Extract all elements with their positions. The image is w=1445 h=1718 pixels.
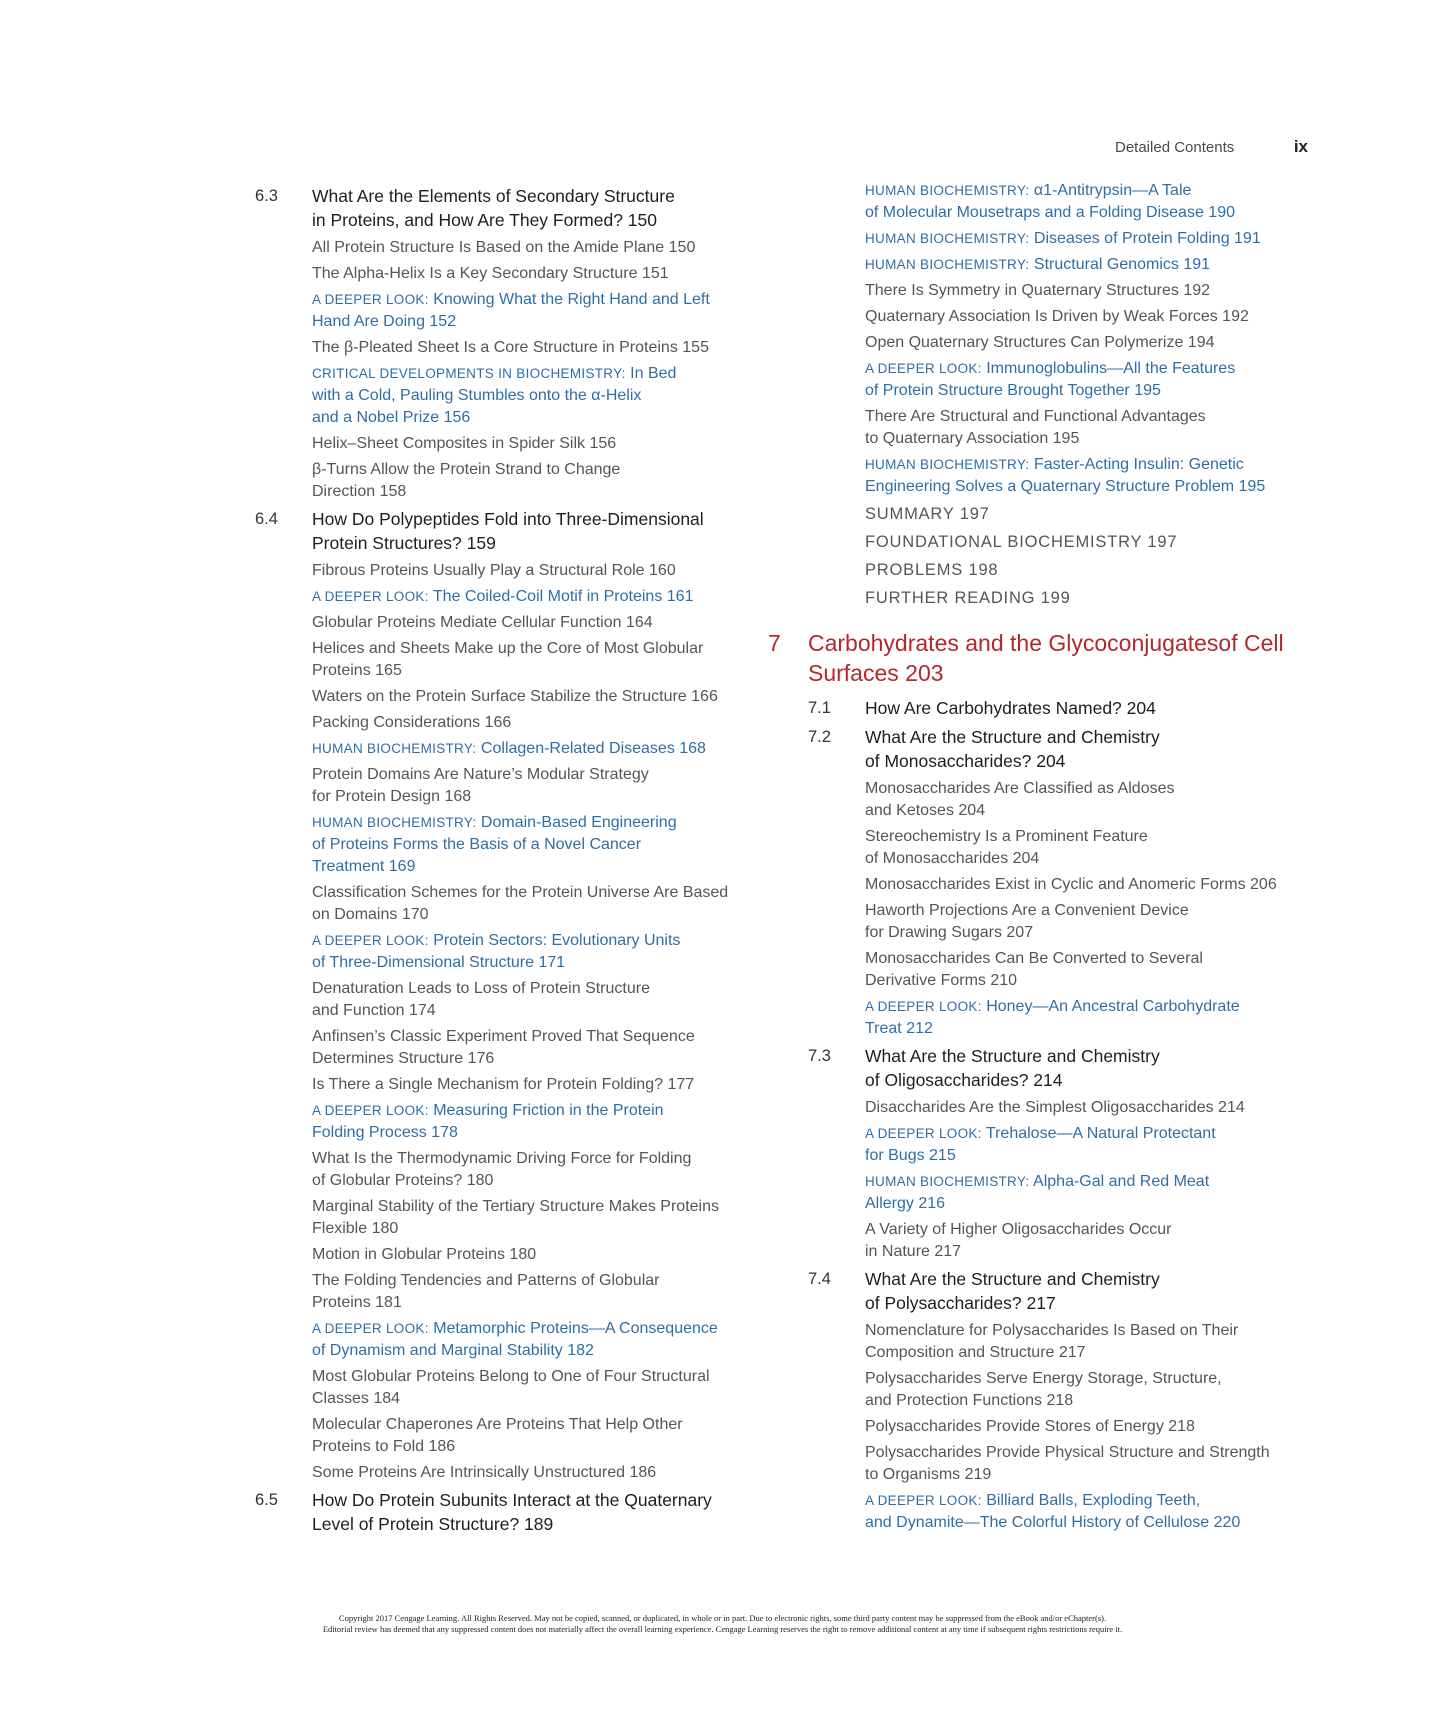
entry-text-line: of Cell Surfaces 203 bbox=[808, 630, 1284, 686]
entry-text-line: Molecular Chaperones Are Proteins That Help Other bbox=[312, 1416, 683, 1433]
toc-entry[interactable] bbox=[255, 1026, 755, 1070]
feature-label: HUMAN BIOCHEMISTRY: bbox=[865, 183, 1030, 198]
entry-text-line: in Nature 217 bbox=[865, 1243, 962, 1260]
section-heading[interactable] bbox=[255, 184, 755, 232]
entry-text-line: of Monosaccharides? 204 bbox=[865, 751, 1066, 771]
contents-left-column bbox=[255, 180, 755, 1541]
entry-text-line: Most Globular Proteins Belong to One of Four Structural bbox=[312, 1368, 710, 1385]
chapter-heading[interactable] bbox=[768, 628, 1318, 688]
entry-text-line: How Are Carbohydrates Named? 204 bbox=[865, 698, 1156, 718]
entry-text-line: Open Quaternary Structures Can Polymerize 194 bbox=[865, 334, 1215, 351]
entry-text-line: Protein Structures? 159 bbox=[312, 533, 496, 553]
entry-text-line: Helix–Sheet Composites in Spider Silk 156 bbox=[312, 435, 617, 452]
entry-text-line: for Protein Design 168 bbox=[312, 788, 472, 805]
entry-text-line: Proteins 165 bbox=[312, 662, 402, 679]
entry-text-line: Motion in Globular Proteins 180 bbox=[312, 1246, 537, 1263]
section-heading[interactable] bbox=[808, 1267, 1318, 1315]
entry-text-line: with a Cold, Pauling Stumbles onto the α-Helix bbox=[312, 387, 642, 404]
feature-box-entry[interactable] bbox=[255, 363, 755, 429]
toc-entry[interactable] bbox=[255, 712, 755, 734]
entry-text-line: Is There a Single Mechanism for Protein Folding? 177 bbox=[312, 1076, 695, 1093]
section-heading[interactable] bbox=[255, 507, 755, 555]
entry-text-line: Level of Protein Structure? 189 bbox=[312, 1514, 554, 1534]
entry-text-line: and Protection Functions 218 bbox=[865, 1392, 1074, 1409]
toc-entry[interactable] bbox=[255, 237, 755, 259]
entry-text-line: Derivative Forms 210 bbox=[865, 972, 1018, 989]
toc-entry[interactable] bbox=[808, 306, 1318, 328]
toc-entry[interactable] bbox=[808, 1416, 1318, 1438]
toc-entry[interactable] bbox=[255, 1074, 755, 1096]
feature-box-entry[interactable] bbox=[255, 930, 755, 974]
toc-entry[interactable] bbox=[808, 874, 1318, 896]
chapter-number: 7 bbox=[768, 630, 781, 656]
entry-text-line: HUMAN BIOCHEMISTRY: Structural Genomics 191 bbox=[865, 256, 1211, 273]
toc-entry[interactable] bbox=[255, 686, 755, 708]
page-number: ix bbox=[1293, 137, 1308, 156]
entry-text-line: The β-Pleated Sheet Is a Core Structure in Proteins 155 bbox=[312, 339, 709, 356]
entry-text-line: Anfinsen’s Classic Experiment Proved That Sequence bbox=[312, 1028, 695, 1045]
feature-box-entry[interactable] bbox=[808, 454, 1318, 498]
entry-text-line: A DEEPER LOOK: Honey—An Ancestral Carbohydrate bbox=[865, 998, 1240, 1015]
entry-text-line: Classification Schemes for the Protein Universe Are Based bbox=[312, 884, 729, 901]
entry-text-line: of Globular Proteins? 180 bbox=[312, 1172, 494, 1189]
entry-text-line: Treat 212 bbox=[865, 1020, 933, 1037]
entry-text-line: A DEEPER LOOK: Billiard Balls, Exploding Teeth, bbox=[865, 1492, 1201, 1509]
entry-text-line: Marginal Stability of the Tertiary Structure Makes Proteins bbox=[312, 1198, 719, 1215]
feature-label: A DEEPER LOOK: bbox=[312, 1321, 429, 1336]
feature-label: A DEEPER LOOK: bbox=[865, 999, 982, 1014]
feature-label: A DEEPER LOOK: bbox=[312, 292, 429, 307]
entry-text-line: to Organisms 219 bbox=[865, 1466, 992, 1483]
end-matter-entry[interactable] bbox=[808, 586, 1318, 610]
feature-label: A DEEPER LOOK: bbox=[865, 1126, 982, 1141]
entry-text-line: Disaccharides Are the Simplest Oligosaccharides 214 bbox=[865, 1099, 1245, 1116]
entry-text-line: Globular Proteins Mediate Cellular Function 164 bbox=[312, 614, 653, 631]
entry-text-line: Engineering Solves a Quaternary Structure Problem 195 bbox=[865, 478, 1266, 495]
entry-text-line: What Is the Thermodynamic Driving Force for Folding bbox=[312, 1150, 692, 1167]
entry-text-line: Hand Are Doing 152 bbox=[312, 313, 457, 330]
entry-text-line: A DEEPER LOOK: The Coiled-Coil Motif in Proteins 161 bbox=[312, 588, 694, 605]
entry-text-line: FOUNDATIONAL BIOCHEMISTRY 197 bbox=[865, 533, 1178, 551]
entry-text-line: of Monosaccharides 204 bbox=[865, 850, 1040, 867]
entry-text-line: of Dynamism and Marginal Stability 182 bbox=[312, 1342, 594, 1359]
entry-text-line: Polysaccharides Serve Energy Storage, Structure, bbox=[865, 1370, 1222, 1387]
entry-text-line: to Quaternary Association 195 bbox=[865, 430, 1080, 447]
feature-box-entry[interactable] bbox=[808, 180, 1318, 224]
toc-entry[interactable] bbox=[255, 638, 755, 682]
entry-text-line: of Oligosaccharides? 214 bbox=[865, 1070, 1063, 1090]
toc-entry[interactable] bbox=[255, 1270, 755, 1314]
entry-text-line: A DEEPER LOOK: Measuring Friction in the Protein bbox=[312, 1102, 664, 1119]
section-number: 7.1 bbox=[808, 699, 831, 717]
feature-box-entry[interactable] bbox=[808, 996, 1318, 1040]
entry-text-line: HUMAN BIOCHEMISTRY: Diseases of Protein Folding 191 bbox=[865, 230, 1261, 247]
toc-entry[interactable] bbox=[255, 1366, 755, 1410]
entry-text-line: Direction 158 bbox=[312, 483, 407, 500]
copyright-notice bbox=[150, 1613, 1295, 1635]
entry-text-line: Denaturation Leads to Loss of Protein Structure bbox=[312, 980, 650, 997]
entry-text-line: Folding Process 178 bbox=[312, 1124, 458, 1141]
feature-box-entry[interactable] bbox=[255, 1318, 755, 1362]
entry-text-line: for Drawing Sugars 207 bbox=[865, 924, 1034, 941]
end-matter-entry[interactable] bbox=[808, 558, 1318, 582]
feature-box-entry[interactable] bbox=[808, 358, 1318, 402]
feature-box-entry[interactable] bbox=[255, 738, 755, 760]
entry-text-line: PROBLEMS 198 bbox=[865, 561, 999, 579]
feature-label: HUMAN BIOCHEMISTRY: bbox=[312, 741, 477, 756]
toc-entry[interactable] bbox=[808, 1097, 1318, 1119]
entry-text-line: Flexible 180 bbox=[312, 1220, 399, 1237]
entry-text-line: and Dynamite—The Colorful History of Cellulose 220 bbox=[865, 1514, 1241, 1531]
entry-text-line: of Polysaccharides? 217 bbox=[865, 1293, 1056, 1313]
entry-text-line: How Do Polypeptides Fold into Three-Dimensional bbox=[312, 509, 704, 529]
entry-text-line: Polysaccharides Provide Physical Structure and Strength bbox=[865, 1444, 1270, 1461]
section-heading[interactable] bbox=[808, 1044, 1318, 1092]
entry-text-line: Proteins 181 bbox=[312, 1294, 402, 1311]
entry-text-line: A DEEPER LOOK: Protein Sectors: Evolutionary Units bbox=[312, 932, 681, 949]
entry-text-line: Treatment 169 bbox=[312, 858, 416, 875]
feature-box-entry[interactable] bbox=[255, 1100, 755, 1144]
entry-text-line: What Are the Structure and Chemistry bbox=[865, 1046, 1160, 1066]
entry-text-line: SUMMARY 197 bbox=[865, 505, 990, 523]
entry-text-line: What Are the Structure and Chemistry bbox=[865, 727, 1160, 747]
entry-text-line: A DEEPER LOOK: Immunoglobulins—All the Features bbox=[865, 360, 1236, 377]
toc-entry[interactable] bbox=[255, 1196, 755, 1240]
entry-text-line: Monosaccharides Are Classified as Aldoses bbox=[865, 780, 1175, 797]
toc-entry[interactable] bbox=[808, 948, 1318, 992]
entry-text-line: in Proteins, and How Are They Formed? 150 bbox=[312, 210, 658, 230]
toc-entry[interactable] bbox=[808, 826, 1318, 870]
entry-text-line: There Are Structural and Functional Advantages bbox=[865, 408, 1206, 425]
running-head bbox=[1000, 136, 1310, 160]
entry-text-line: Nomenclature for Polysaccharides Is Based on Their bbox=[865, 1322, 1239, 1339]
entry-text-line: of Protein Structure Brought Together 195 bbox=[865, 382, 1161, 399]
section-heading[interactable] bbox=[808, 725, 1318, 773]
entry-text-line: Stereochemistry Is a Prominent Feature bbox=[865, 828, 1148, 845]
toc-entry[interactable] bbox=[255, 764, 755, 808]
copyright-line-2: Editorial review has deemed that any suppressed content does not materially affect the overall learning experience. Cengage Learning reserves the right to remove additional content at any time if subsequent rights restrictions require it. bbox=[322, 1624, 1123, 1634]
entry-text-line: What Are the Structure and Chemistry bbox=[865, 1269, 1160, 1289]
entry-text-line: of Molecular Mousetraps and a Folding Disease 190 bbox=[865, 204, 1235, 221]
running-title: Detailed Contents bbox=[1115, 139, 1235, 156]
end-matter-entry[interactable] bbox=[808, 502, 1318, 526]
feature-box-entry[interactable] bbox=[808, 228, 1318, 250]
section-number: 7.2 bbox=[808, 728, 831, 746]
feature-label: HUMAN BIOCHEMISTRY: bbox=[865, 1174, 1030, 1189]
entry-text-line: HUMAN BIOCHEMISTRY: α1-Antitrypsin—A Tale bbox=[865, 182, 1192, 199]
entry-text-line: Polysaccharides Provide Stores of Energy 218 bbox=[865, 1418, 1195, 1435]
feature-box-entry[interactable] bbox=[808, 1171, 1318, 1215]
feature-box-entry[interactable] bbox=[808, 254, 1318, 276]
entry-text-line: A Variety of Higher Oligosaccharides Occur bbox=[865, 1221, 1172, 1238]
entry-text-line: Monosaccharides Can Be Converted to Several bbox=[865, 950, 1203, 967]
feature-label: HUMAN BIOCHEMISTRY: bbox=[865, 257, 1030, 272]
section-heading[interactable] bbox=[808, 696, 1318, 720]
entry-text-line: A DEEPER LOOK: Trehalose—A Natural Protectant bbox=[865, 1125, 1216, 1142]
toc-entry[interactable] bbox=[255, 612, 755, 634]
entry-text-line: HUMAN BIOCHEMISTRY: Domain-Based Engineering bbox=[312, 814, 677, 831]
entry-text-line: A DEEPER LOOK: Metamorphic Proteins—A Consequence bbox=[312, 1320, 718, 1337]
section-number: 6.3 bbox=[255, 187, 278, 205]
feature-label: A DEEPER LOOK: bbox=[865, 361, 982, 376]
entry-text-line: A DEEPER LOOK: Knowing What the Right Hand and Left bbox=[312, 291, 710, 308]
entry-text-line: The Folding Tendencies and Patterns of Globular bbox=[312, 1272, 660, 1289]
feature-label: A DEEPER LOOK: bbox=[312, 589, 429, 604]
toc-entry[interactable] bbox=[255, 1462, 755, 1484]
entry-text-line: HUMAN BIOCHEMISTRY: Faster-Acting Insulin: Genetic bbox=[865, 456, 1244, 473]
entry-text-line: There Is Symmetry in Quaternary Structures 192 bbox=[865, 282, 1211, 299]
feature-box-entry[interactable] bbox=[808, 1123, 1318, 1167]
entry-text-line: on Domains 170 bbox=[312, 906, 429, 923]
section-heading[interactable] bbox=[255, 1488, 755, 1536]
entry-text-line: Carbohydrates and the Glycoconjugates bbox=[808, 630, 1219, 656]
feature-label: A DEEPER LOOK: bbox=[312, 1103, 429, 1118]
feature-label: HUMAN BIOCHEMISTRY: bbox=[865, 457, 1030, 472]
feature-box-entry[interactable] bbox=[255, 812, 755, 878]
entry-text-line: Some Proteins Are Intrinsically Unstructured 186 bbox=[312, 1464, 657, 1481]
feature-label: HUMAN BIOCHEMISTRY: bbox=[865, 231, 1030, 246]
entry-text-line: HUMAN BIOCHEMISTRY: Collagen-Related Diseases 168 bbox=[312, 740, 706, 757]
toc-entry[interactable] bbox=[255, 459, 755, 503]
entry-text-line: and Ketoses 204 bbox=[865, 802, 986, 819]
entry-text-line: β-Turns Allow the Protein Strand to Change bbox=[312, 461, 621, 478]
entry-text-line: Determines Structure 176 bbox=[312, 1050, 495, 1067]
toc-entry[interactable] bbox=[255, 337, 755, 359]
feature-label: HUMAN BIOCHEMISTRY: bbox=[312, 815, 477, 830]
entry-text-line: FURTHER READING 199 bbox=[865, 589, 1071, 607]
feature-label: CRITICAL DEVELOPMENTS IN BIOCHEMISTRY: bbox=[312, 366, 626, 381]
toc-entry[interactable] bbox=[255, 433, 755, 455]
toc-entry[interactable] bbox=[808, 1219, 1318, 1263]
toc-entry[interactable] bbox=[808, 1442, 1318, 1486]
entry-text-line: Protein Domains Are Nature’s Modular Strategy bbox=[312, 766, 649, 783]
section-number: 6.4 bbox=[255, 510, 278, 528]
section-number: 7.4 bbox=[808, 1270, 831, 1288]
section-number: 6.5 bbox=[255, 1491, 278, 1509]
entry-text-line: for Bugs 215 bbox=[865, 1147, 956, 1164]
feature-label: A DEEPER LOOK: bbox=[312, 933, 429, 948]
toc-entry[interactable] bbox=[808, 778, 1318, 822]
entry-text-line: of Three-Dimensional Structure 171 bbox=[312, 954, 566, 971]
contents-right-column bbox=[768, 180, 1318, 1538]
entry-text-line: Helices and Sheets Make up the Core of Most Globular bbox=[312, 640, 704, 657]
toc-entry[interactable] bbox=[255, 1148, 755, 1192]
feature-label: A DEEPER LOOK: bbox=[865, 1493, 982, 1508]
entry-text-line: CRITICAL DEVELOPMENTS IN BIOCHEMISTRY: In Bed bbox=[312, 365, 677, 382]
entry-text-line: and a Nobel Prize 156 bbox=[312, 409, 471, 426]
toc-entry[interactable] bbox=[808, 1368, 1318, 1412]
toc-entry[interactable] bbox=[255, 978, 755, 1022]
entry-text-line: What Are the Elements of Secondary Structure bbox=[312, 186, 675, 206]
toc-entry[interactable] bbox=[255, 560, 755, 582]
entry-text-line: of Proteins Forms the Basis of a Novel Cancer bbox=[312, 836, 642, 853]
entry-text-line: Composition and Structure 217 bbox=[865, 1344, 1086, 1361]
entry-text-line: and Function 174 bbox=[312, 1002, 436, 1019]
toc-entry[interactable] bbox=[808, 406, 1318, 450]
entry-text-line: Allergy 216 bbox=[865, 1195, 946, 1212]
end-matter-entry[interactable] bbox=[808, 530, 1318, 554]
entry-text-line: Waters on the Protein Surface Stabilize the Structure 166 bbox=[312, 688, 718, 705]
toc-entry[interactable] bbox=[255, 263, 755, 285]
entry-text-line: Packing Considerations 166 bbox=[312, 714, 512, 731]
entry-text-line: All Protein Structure Is Based on the Amide Plane 150 bbox=[312, 239, 696, 256]
entry-text-line: Classes 184 bbox=[312, 1390, 401, 1407]
entry-text-line: How Do Protein Subunits Interact at the Quaternary bbox=[312, 1490, 712, 1510]
feature-box-entry[interactable] bbox=[808, 1490, 1318, 1534]
copyright-line-1: Copyright 2017 Cengage Learning. All Rights Reserved. May not be copied, scanned, or duplicated, in whole or in part. Due to electronic rights, some third party content may be suppressed from the eBook and/or eChapter(s). bbox=[338, 1613, 1107, 1623]
toc-entry[interactable] bbox=[808, 1320, 1318, 1364]
entry-text-line: Fibrous Proteins Usually Play a Structural Role 160 bbox=[312, 562, 676, 579]
toc-entry[interactable] bbox=[255, 882, 755, 926]
feature-box-entry[interactable] bbox=[255, 289, 755, 333]
toc-entry[interactable] bbox=[255, 1414, 755, 1458]
toc-entry[interactable] bbox=[808, 280, 1318, 302]
entry-text-line: Haworth Projections Are a Convenient Device bbox=[865, 902, 1189, 919]
entry-text-line: The Alpha-Helix Is a Key Secondary Structure 151 bbox=[312, 265, 669, 282]
entry-text-line: Quaternary Association Is Driven by Weak Forces 192 bbox=[865, 308, 1249, 325]
entry-text-line: Proteins to Fold 186 bbox=[312, 1438, 456, 1455]
entry-text-line: HUMAN BIOCHEMISTRY: Alpha-Gal and Red Meat bbox=[865, 1173, 1210, 1190]
toc-entry[interactable] bbox=[808, 332, 1318, 354]
toc-entry[interactable] bbox=[808, 900, 1318, 944]
toc-entry[interactable] bbox=[255, 1244, 755, 1266]
feature-box-entry[interactable] bbox=[255, 586, 755, 608]
section-number: 7.3 bbox=[808, 1047, 831, 1065]
entry-text-line: Monosaccharides Exist in Cyclic and Anomeric Forms 206 bbox=[865, 876, 1277, 893]
